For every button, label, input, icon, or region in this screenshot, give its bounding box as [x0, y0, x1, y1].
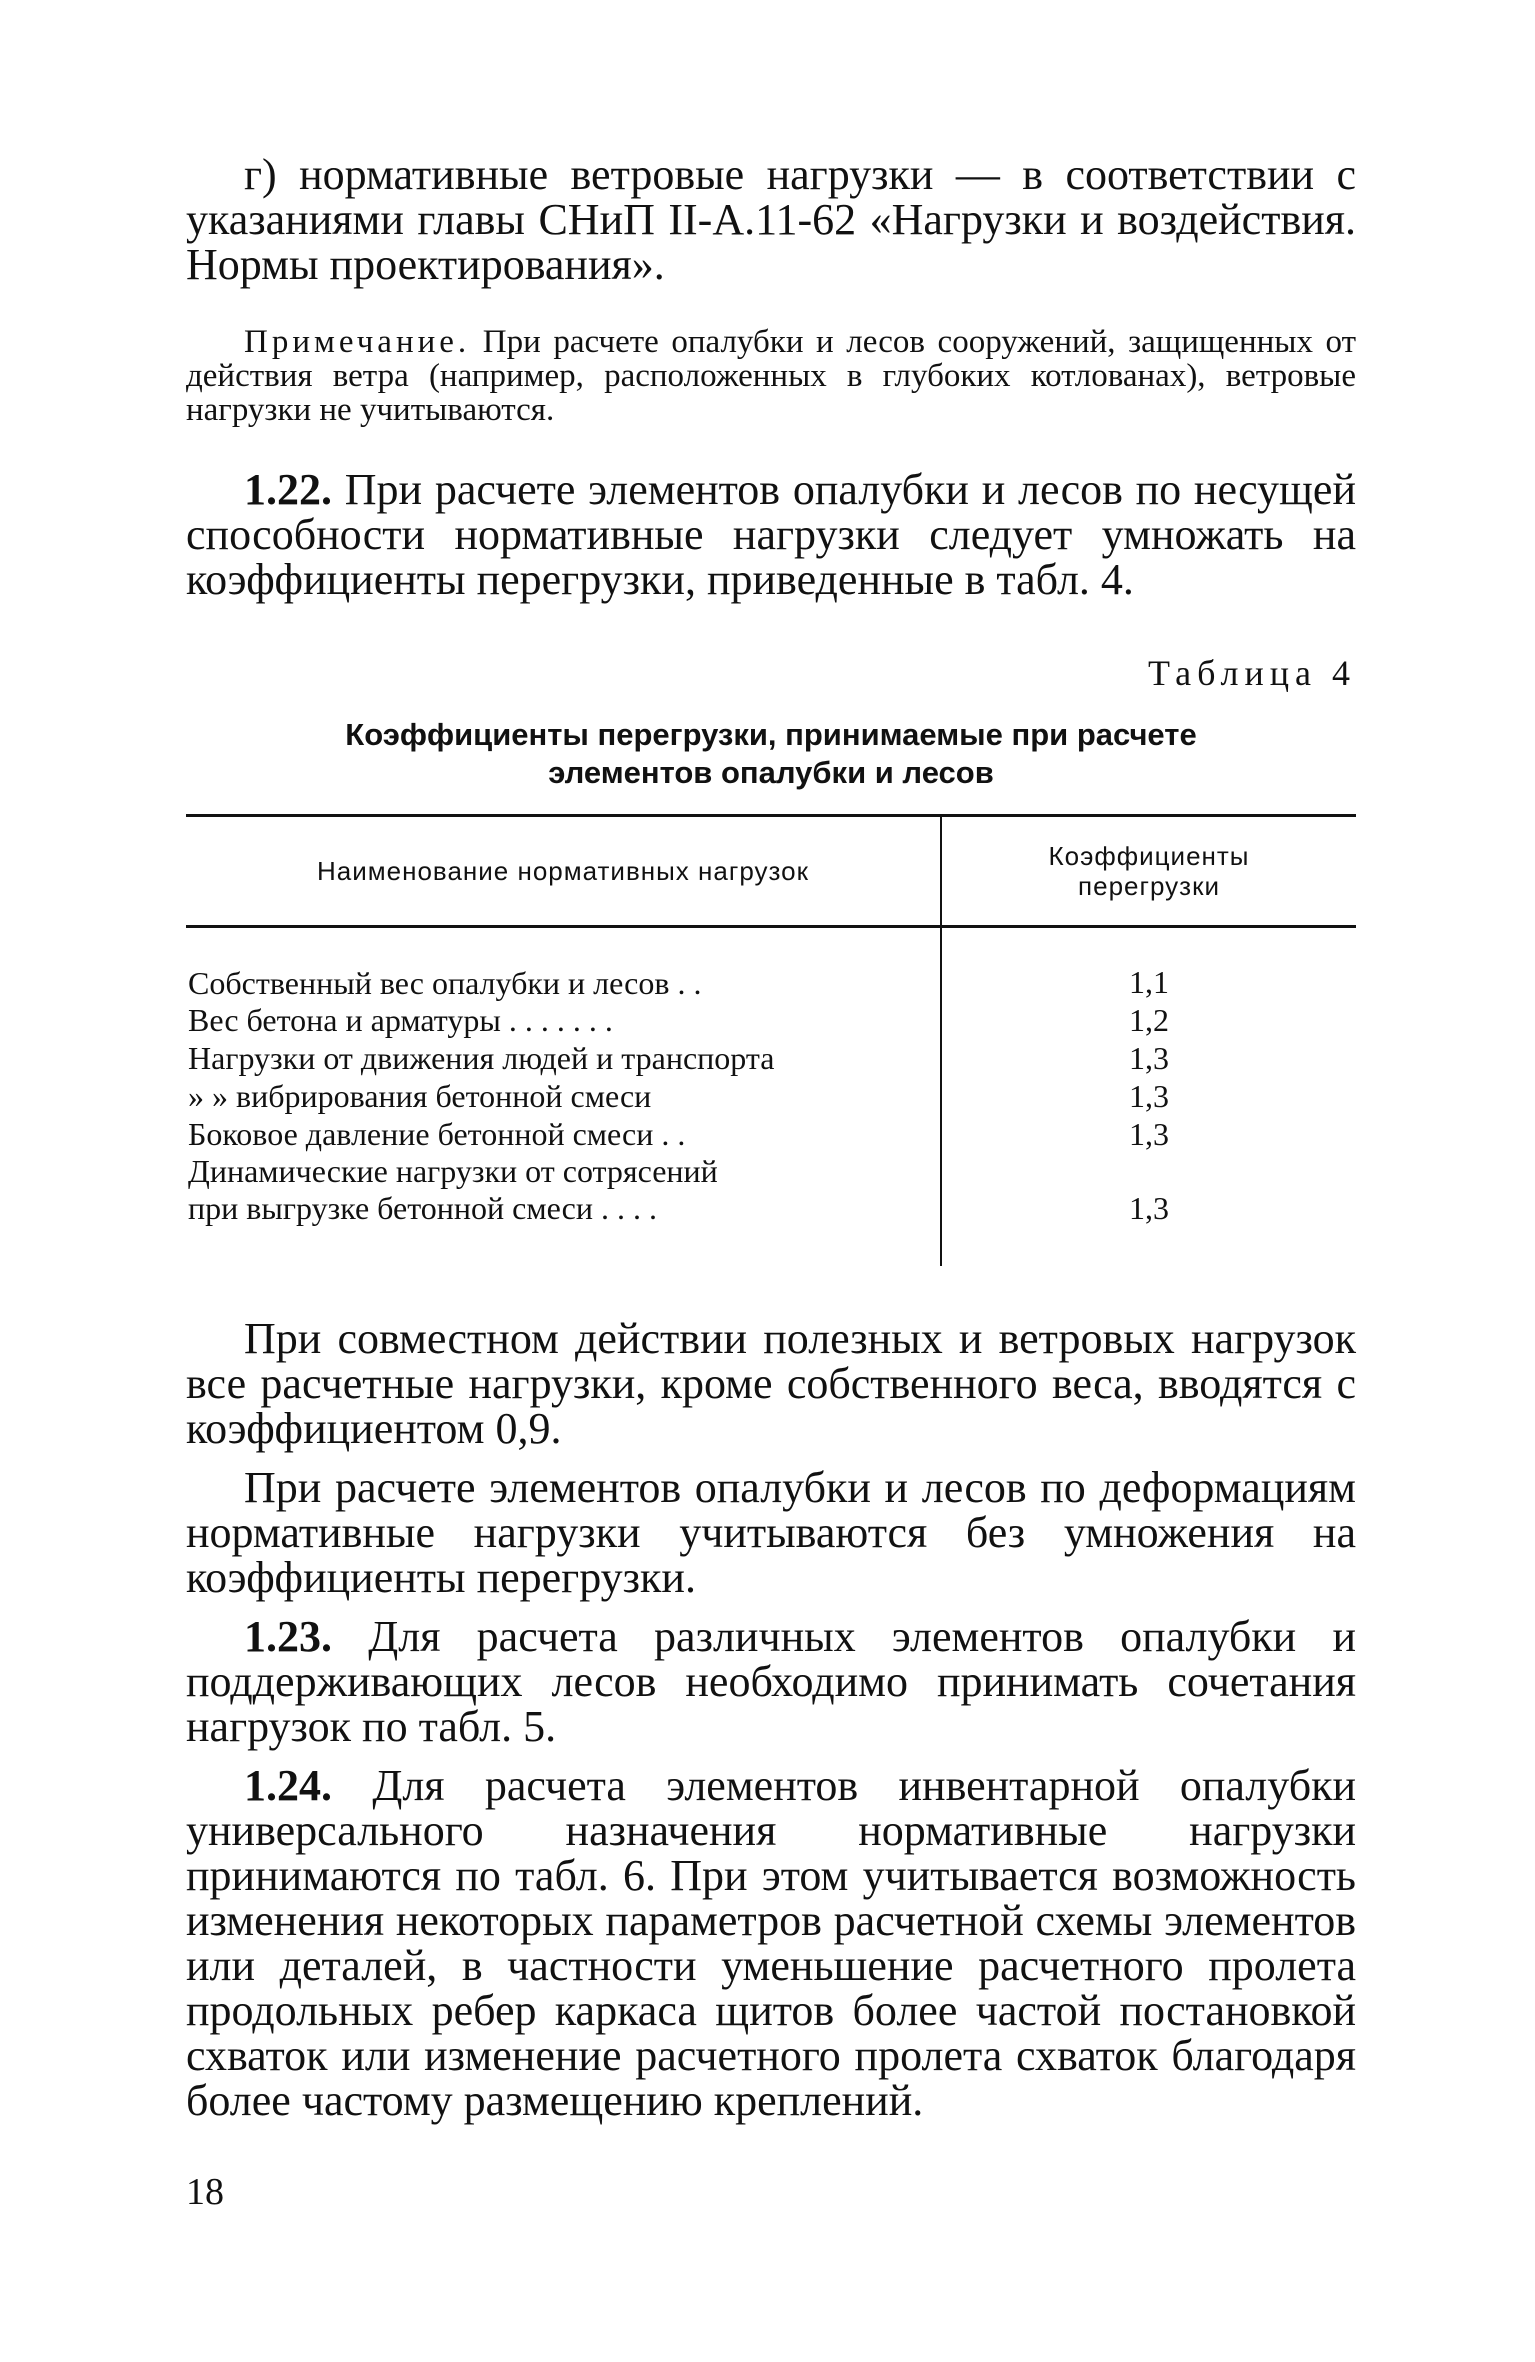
- section-1-24-number: 1.24.: [244, 1761, 332, 1810]
- load-name: Динамические нагрузки от сотрясений: [186, 1153, 941, 1189]
- table-title-line2: элементов опалубки и лесов: [548, 755, 994, 790]
- coefficient-value: 1,3: [1129, 1040, 1169, 1076]
- column-header-coefficient-line1: Коэффициенты: [1048, 841, 1250, 871]
- coefficient-value: 1,1: [1129, 964, 1169, 1000]
- coefficient-value: 1,3: [1129, 1078, 1169, 1114]
- table-row: [186, 1077, 1356, 1115]
- section-1-22-number: 1.22.: [244, 465, 332, 514]
- coefficient-value: 1,2: [1129, 1002, 1169, 1038]
- page-content: [186, 152, 1356, 2123]
- section-1-23-text: Для расчета различных элементов опалубки и поддерживающих лесов необходимо принимать сочетания нагрузок по табл. 5.: [186, 1612, 1357, 1751]
- section-1-23-number: 1.23.: [244, 1612, 332, 1661]
- note-text: При расчете опалубки и лесов сооружений, защищенных от действия ветра (например, расположенных в глубоких котлованах), ветровые нагрузки не учитываются.: [186, 324, 1357, 428]
- paragraph-deformation: При расчете элементов опалубки и лесов по деформациям нормативные нагрузки учитываются без умножения на коэффициенты перегрузки.: [186, 1463, 1356, 1602]
- table-header-row: [186, 816, 1356, 927]
- table-row: [186, 1001, 1356, 1039]
- load-name: Вес бетона и арматуры . . . . . . .: [186, 1001, 941, 1039]
- note-paragraph: [186, 325, 1356, 427]
- section-1-22: [186, 467, 1356, 602]
- load-name: » » вибрирования бетонной смеси: [186, 1077, 941, 1115]
- table-row: [186, 1189, 1356, 1266]
- paragraph-combined-action: При совместном действии полезных и ветровых нагрузок все расчетные нагрузки, кроме собственного веса, вводятся с коэффициентом 0,9.: [186, 1314, 1356, 1453]
- column-header-load-name: Наименование нормативных нагрузок: [186, 816, 941, 927]
- coefficient-value: 1,3: [1129, 1190, 1169, 1226]
- overload-coefficients-table: [186, 814, 1356, 1266]
- load-name-continued: при выгрузке бетонной смеси . . . .: [186, 1189, 941, 1266]
- table-row: [186, 1115, 1356, 1153]
- section-1-24-text: Для расчета элементов инвентарной опалубки универсального назначения нормативные нагрузки принимаются по табл. 6. При этом учитывается возможность изменения некоторых параметров расчетной схемы элементов или деталей, в частности уменьшение расчетного пролета продольных ребер каркаса щитов более частой постановкой схваток или изменение расчетного пролета схваток благодаря более частому размещению креплений.: [186, 1761, 1356, 2125]
- page-number: 18: [186, 2171, 224, 2213]
- coefficient-value: 1,3: [1129, 1116, 1169, 1152]
- load-name: Боковое давление бетонной смеси . .: [186, 1115, 941, 1153]
- note-label: Примечание.: [244, 324, 471, 360]
- table-title: [186, 716, 1356, 792]
- table-label: Таблица 4: [1148, 653, 1356, 693]
- section-1-24: [186, 1763, 1356, 2123]
- paragraph-g: г) нормативные ветровые нагрузки — в соответствии с указаниями главы СНиП II-А.11-62 «Нагрузки и воздействия. Нормы проектирования».: [186, 150, 1356, 289]
- load-name: Собственный вес опалубки и лесов . .: [186, 927, 941, 1002]
- table-row: [186, 1153, 1356, 1189]
- section-1-23: [186, 1614, 1356, 1749]
- column-header-coefficient-line2: перегрузки: [1078, 871, 1220, 901]
- table-row: [186, 1039, 1356, 1077]
- load-name: Нагрузки от движения людей и транспорта: [186, 1039, 941, 1077]
- table-row: [186, 927, 1356, 1002]
- column-header-coefficient: [941, 816, 1356, 927]
- table-title-line1: Коэффициенты перегрузки, принимаемые при расчете: [345, 717, 1197, 752]
- section-1-22-text: При расчете элементов опалубки и лесов по несущей способности нормативные нагрузки следует умножать на коэффициенты перегрузки, приведенные в табл. 4.: [186, 465, 1357, 604]
